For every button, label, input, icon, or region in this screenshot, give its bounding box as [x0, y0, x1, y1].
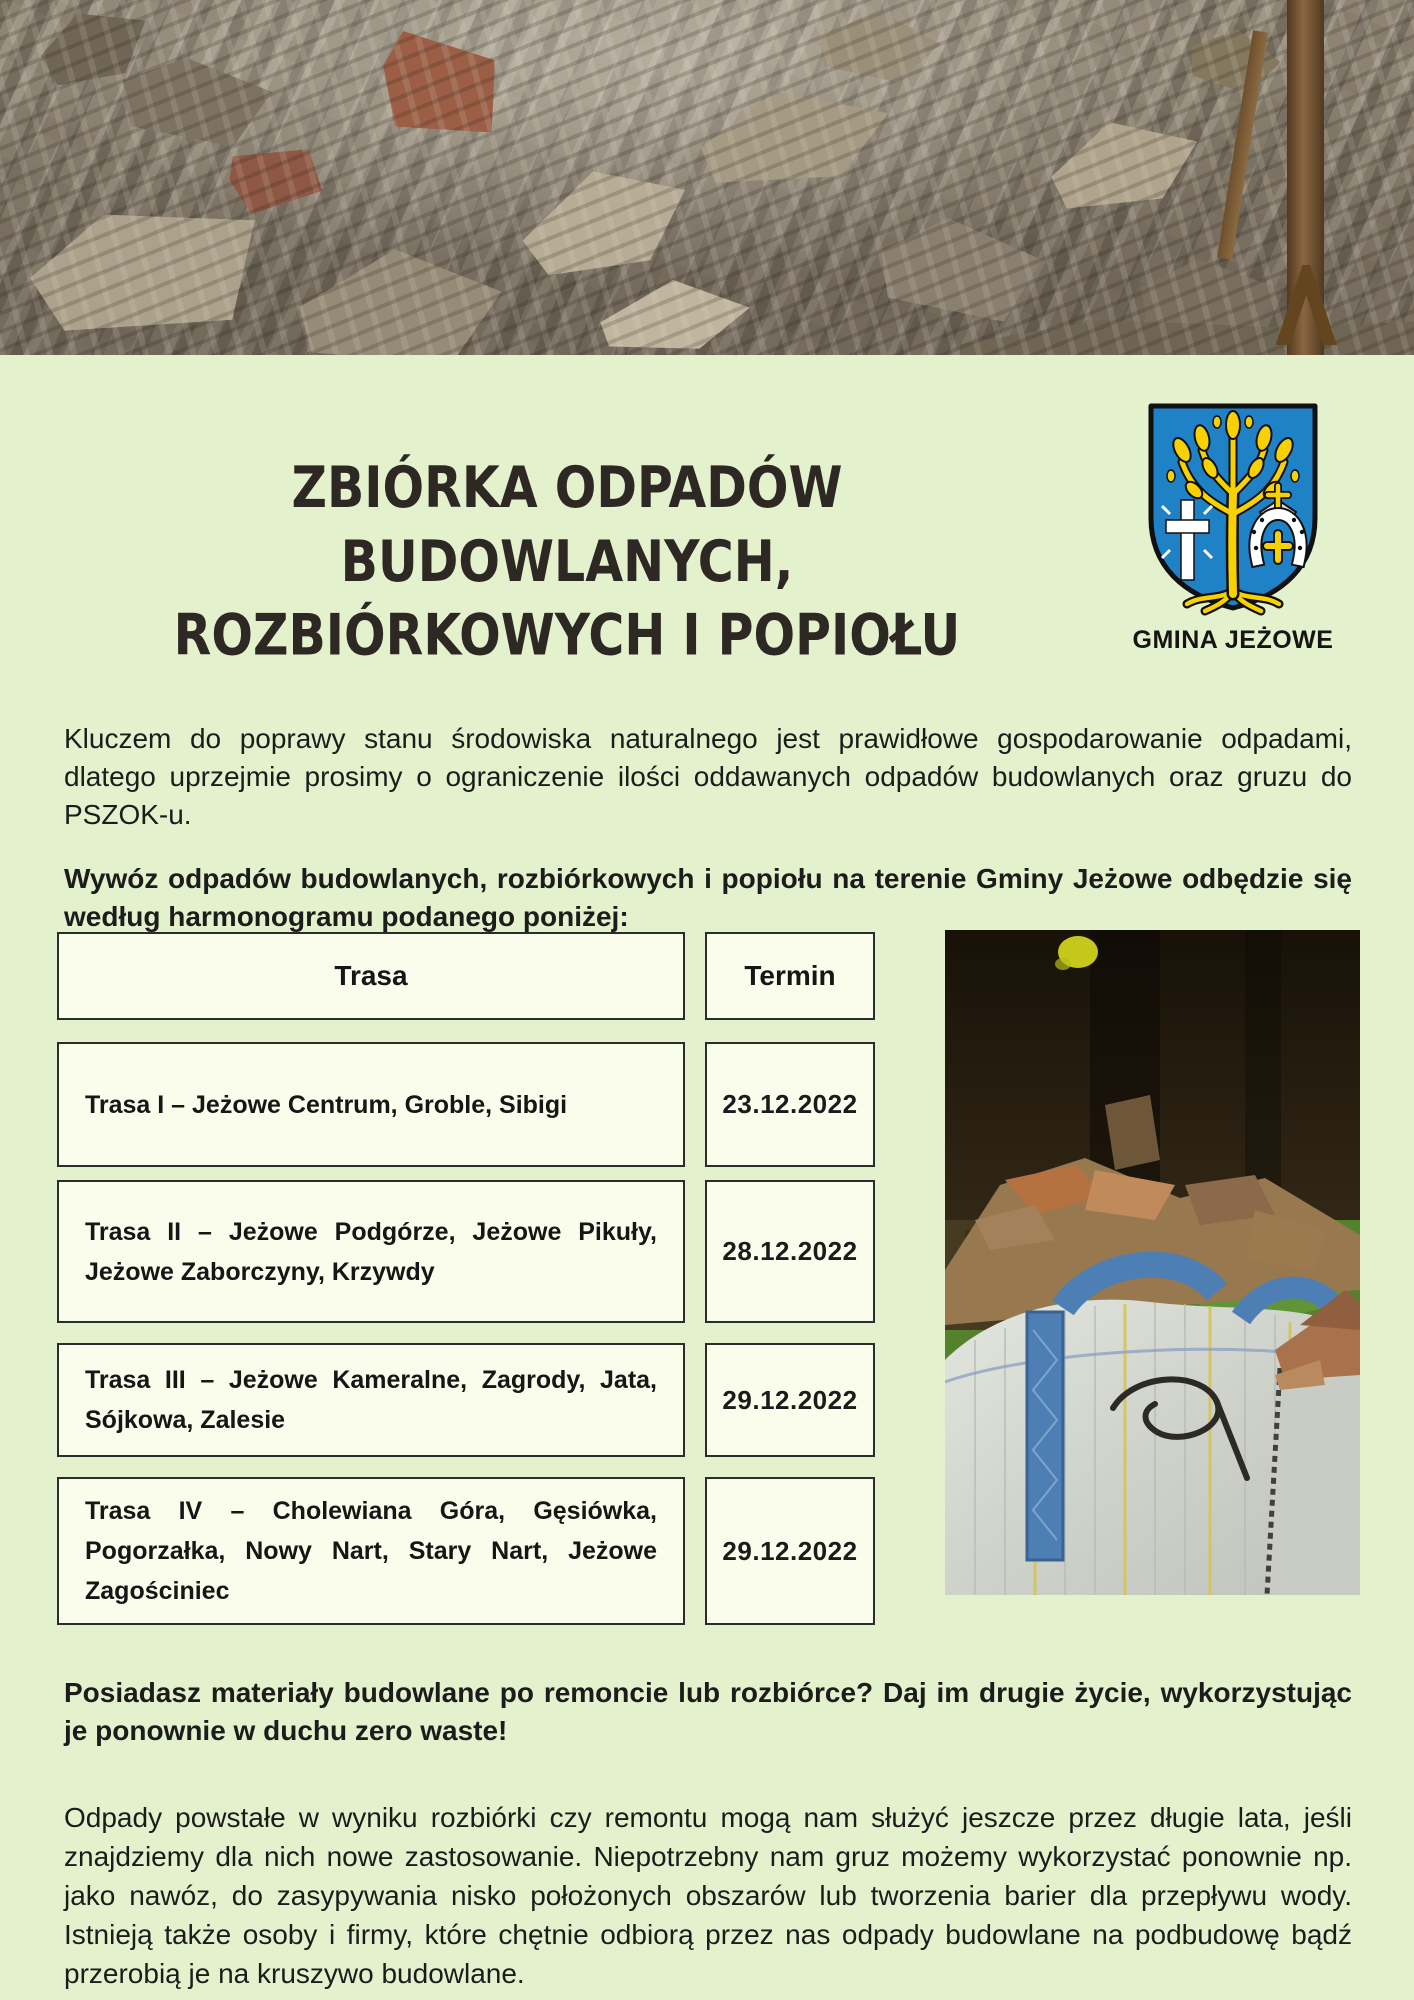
outro-paragraph: Odpady powstałe w wyniku rozbiórki czy remontu mogą nam służyć jeszcze przez długie lata, jeśli znajdziemy dla nich nowe zastosowanie. Niepotrzebny nam gruz możemy wykorzystać ponownie np. jako nawóz, do zasypywania nisko położonych obszarów lub tworzenia barier dla przepływu wody. Istnieją także osoby i firmy, które chętnie odbiorą przez nas odpady budowlane na podbudowę bądź przerobią je na kruszywo budowlane.: [64, 1802, 1352, 1989]
route-4-date: 29.12.2022: [722, 1535, 858, 1566]
route-4-label: Trasa IV – Cholewiana Góra, Gęsiówka, Pogorzałka, Nowy Nart, Stary Nart, Jeżowe Zagościniec: [85, 1497, 657, 1605]
header-trasa: Trasa: [57, 932, 685, 1020]
route-3-date: 29.12.2022: [722, 1384, 858, 1415]
rubble-photo: [0, 0, 1414, 355]
route-1-date: 23.12.2022: [722, 1089, 858, 1119]
crest-label: GMINA JEŻOWE: [1132, 626, 1334, 654]
schedule-intro-paragraph: Wywóz odpadów budowlanych, rozbiórkowych i popiołu na terenie Gminy Jeżowe odbędzie się według harmonogramu podanego poniżej:: [64, 863, 1352, 932]
intro-paragraph: Kluczem do poprawy stanu środowiska naturalnego jest prawidłowe gospodarowanie odpadami, dlatego uprzejmie prosimy o ograniczenie ilości oddawanych odpadów budowlanych oraz gruzu do PSZOK-u.: [64, 723, 1352, 830]
crest-shield-icon: [1142, 398, 1324, 618]
header-termin: Termin: [705, 932, 875, 1020]
page-title: [82, 452, 1052, 674]
gmina-jezowe-crest: [1118, 398, 1348, 655]
route-1-label: Trasa I – Jeżowe Centrum, Groble, Sibigi: [85, 1090, 568, 1119]
excavator-arm: [1287, 0, 1324, 355]
table-row: [57, 1343, 877, 1457]
route-2-date: 28.12.2022: [722, 1236, 858, 1266]
big-bag-photo: [945, 930, 1360, 1595]
route-3-label: Trasa III – Jeżowe Kameralne, Zagrody, Jata, Sójkowa, Zalesie: [85, 1366, 657, 1434]
zero-waste-paragraph: Posiadasz materiały budowlane po remoncie lub rozbiórce? Daj im drugie życie, wykorzystując je ponownie w duchu zero waste!: [64, 1677, 1352, 1746]
table-header-row: [57, 932, 877, 1020]
page-title-line1: ZBIÓRKA ODPADÓW BUDOWLANYCH,: [291, 455, 843, 596]
page-title-line2: ROZBIÓRKOWYCH I POPIOŁU: [173, 603, 961, 670]
schedule-table: [57, 932, 877, 1625]
table-row: [57, 1042, 877, 1167]
route-2-label: Trasa II – Jeżowe Podgórze, Jeżowe Pikuły, Jeżowe Zaborczyny, Krzywdy: [85, 1217, 657, 1286]
table-row: [57, 1180, 877, 1323]
table-row: [57, 1477, 877, 1625]
